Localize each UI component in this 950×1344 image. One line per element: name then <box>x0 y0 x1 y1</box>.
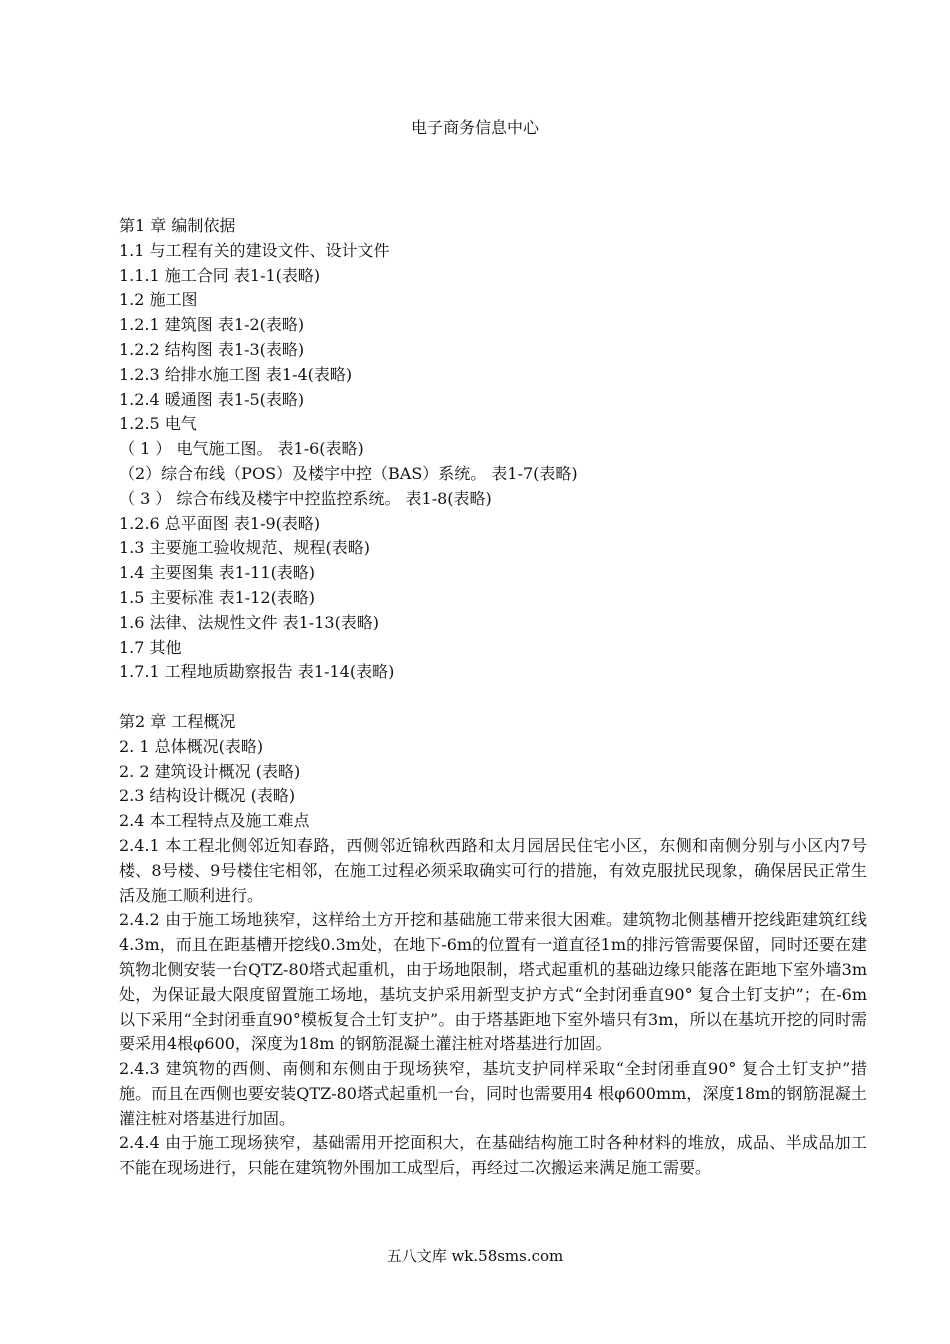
body-paragraph: 2.4.2 由于施工场地狭窄，这样给土方开挖和基础施工带来很大困难。建筑物北侧基槽开挖线距建筑红线4.3m，而且在距基槽开挖线0.3m处，在地下-6m的位置有一道直径1m的排污管需要保留，同时还要在建筑物北侧安装一台QTZ-80塔式起重机，由于场地限制，塔式起重机的基础边缘只能落在距地下室外墙3m处，为保证最大限度留置施工场地，基坑支护采用新型支护方式“全封闭垂直90° 复合土钉支护”；在-6m以下采用“全封闭垂直90°模板复合土钉支护”。由于塔基距地下室外墙只有3m，所以在基坑开挖的同时需要采用4根φ600，深度为18m 的钢筋混凝土灌注桩对塔基进行加固。 <box>119 910 867 1054</box>
body-paragraph: 2.4.3 建筑物的西侧、南侧和东侧由于现场狭窄，基坑支护同样采取“全封闭垂直90° 复合土钉支护”措施。而且在西侧也要安装QTZ-80塔式起重机一台，同时也需要用4 根φ600mm，深度18m的钢筋混凝土灌注桩对塔基进行加固。 <box>119 1059 867 1128</box>
toc-line: 1.2.4 暖通图 表1-5(表略) <box>119 389 305 409</box>
toc-line: （ 1 ） 电气施工图。 表1-6(表略) <box>119 439 364 459</box>
section-gap <box>119 685 867 710</box>
toc-line: 2. 1 总体概况(表略) <box>119 736 264 756</box>
chapter-1-title: 第1 章 编制依据 <box>119 216 236 235</box>
body-paragraph: 2.4.1 本工程北侧邻近知春路，西侧邻近锦秋西路和太月园居民住宅小区，东侧和南侧分别与小区内7号楼、8号楼、9号楼住宅相邻，在施工过程必须采取确实可行的措施，有效克服扰民现象，确保居民正常生活及施工顺利进行。 <box>119 835 867 905</box>
toc-line: （ 3 ） 综合布线及楼宇中控监控系统。 表1-8(表略) <box>119 488 492 508</box>
toc-line: 1.4 主要图集 表1-11(表略) <box>119 563 316 583</box>
toc-line: 1.1 与工程有关的建设文件、设计文件 <box>119 240 390 260</box>
toc-line: 1.2 施工图 <box>119 290 198 310</box>
toc-line: 1.3 主要施工验收规范、规程(表略) <box>119 538 371 558</box>
page-header: 电子商务信息中心 <box>410 118 539 137</box>
toc-line: 1.2.5 电气 <box>119 414 197 434</box>
toc-line: 1.2.3 给排水施工图 表1-4(表略) <box>119 364 353 384</box>
chapter-2-title: 第2 章 工程概况 <box>119 711 236 731</box>
toc-line: 1.7.1 工程地质勘察报告 表1-14(表略) <box>119 662 395 682</box>
page-footer: 五八文库 wk.58sms.com <box>386 1247 564 1265</box>
toc-line: 1.7 其他 <box>119 637 182 657</box>
document-body <box>119 214 867 1181</box>
toc-line: 1.1.1 施工合同 表1-1(表略) <box>119 265 321 285</box>
toc-line: （2）综合布线（POS）及楼宇中控（BAS）系统。 表1-7(表略) <box>119 463 578 483</box>
toc-line: 1.6 法律、法规性文件 表1-13(表略) <box>119 612 380 632</box>
toc-line: 1.2.2 结构图 表1-3(表略) <box>119 339 305 359</box>
toc-line: 2.3 结构设计概况 (表略) <box>119 786 296 806</box>
toc-line: 1.5 主要标准 表1-12(表略) <box>119 587 316 607</box>
toc-line: 2.4 本工程特点及施工难点 <box>119 811 310 831</box>
body-paragraph: 2.4.4 由于施工现场狭窄，基础需用开挖面积大，在基础结构施工时各种材料的堆放，成品、半成品加工不能在现场进行，只能在建筑物外围加工成型后，再经过二次搬运来满足施工需要。 <box>119 1133 867 1178</box>
toc-line: 2. 2 建筑设计概况 (表略) <box>119 761 301 781</box>
toc-line: 1.2.1 建筑图 表1-2(表略) <box>119 315 305 335</box>
toc-line: 1.2.6 总平面图 表1-9(表略) <box>119 513 321 533</box>
